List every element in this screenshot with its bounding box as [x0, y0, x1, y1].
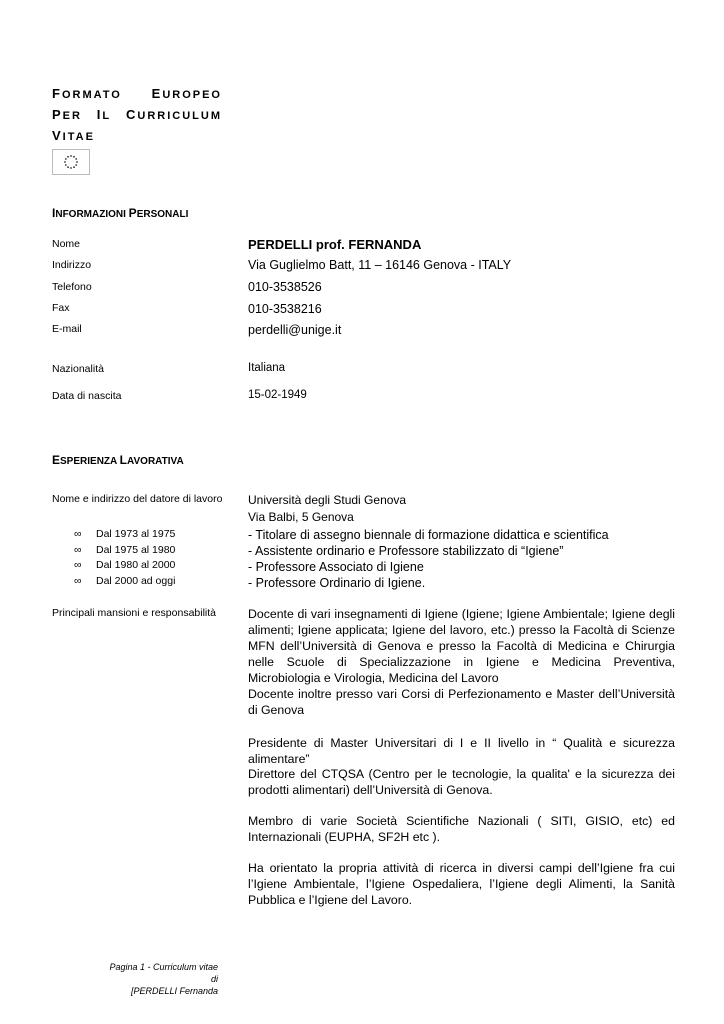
title-word-formato: FORMATO	[52, 86, 122, 101]
period-label: Dal 1980 al 2000	[96, 559, 176, 571]
title-word-per: PER	[52, 107, 82, 122]
paragraph-societies: Membro di varie Società Scientifiche Nazionali ( SITI, GISIO, etc) ed Internazionali (EUPHA, SF2H etc ).	[248, 814, 675, 844]
period-label: Dal 2000 ad oggi	[96, 574, 176, 587]
footer-line-1: Pagina 1 - Curriculum vitae di	[109, 962, 218, 984]
footer-line-2: [PERDELLI Fernanda	[130, 986, 218, 996]
role-item: - Assistente ordinario e Professore stabilizzato di “Igiene”	[248, 544, 564, 558]
bullet-icon: ∞	[74, 528, 82, 540]
role-item: - Professore Ordinario di Igiene.	[248, 576, 426, 590]
list-item	[74, 558, 175, 574]
paragraph-ctqsa: Direttore del CTQSA (Centro per le tecnologie, la qualita' e la sicurezza dei prodotti alimentari) dell’Università di Genova.	[248, 767, 675, 797]
label-duties: Principali mansioni e responsabilità	[52, 607, 217, 619]
title-line-1	[52, 84, 222, 105]
value-fax: 010-3538216	[248, 302, 322, 316]
value-nome: PERDELLI prof. FERNANDA	[248, 237, 422, 252]
title-word-europeo: EUROPEO	[151, 86, 222, 101]
value-nazionalita: Italiana	[248, 362, 286, 374]
label-fax: Fax	[52, 302, 70, 314]
title-word-curriculum: CURRICULUM	[126, 107, 222, 122]
page-footer	[100, 961, 218, 997]
label-employer: Nome e indirizzo del datore di lavoro	[52, 493, 223, 505]
section-heading-work: ESPERIENZA LAVORATIVA	[52, 453, 184, 467]
paragraph-teaching: Docente di vari insegnamenti di Igiene (Igiene; Igiene Ambientale; Igiene degli alimenti; Igiene applicata; Igiene del lavoro, etc.) presso la Facoltà di Scienze MFN dell’Università di Genova e presso la Facoltà di Medicina e Chirurgia nelle Scuole di Specializzazione in Igiene e Medicina Preventiva, Microbiologia e Virologia, Medicina del Lavoro	[248, 607, 675, 685]
bullet-icon: ∞	[74, 574, 82, 587]
role-item: - Professore Associato di Igiene	[248, 560, 424, 574]
title-word-il: IL	[96, 107, 112, 122]
label-telefono: Telefono	[52, 281, 92, 293]
label-email: E-mail	[52, 323, 82, 335]
paragraph-master: Presidente di Master Universitari di I e II livello in “ Qualità e sicurezza alimentare”	[248, 736, 675, 766]
value-employer-address: Via Balbi, 5 Genova	[248, 510, 354, 524]
bullet-icon: ∞	[74, 559, 82, 571]
list-item	[74, 527, 175, 543]
paragraph-teaching-extra: Docente inoltre presso vari Corsi di Perfezionamento e Master dell’Università di Genova	[248, 687, 675, 717]
period-label: Dal 1975 al 1980	[96, 543, 176, 556]
role-list	[248, 527, 678, 591]
value-data-nascita: 15-02-1949	[248, 389, 307, 401]
document-title	[52, 84, 222, 147]
value-telefono: 010-3538526	[248, 280, 322, 294]
value-indirizzo: Via Guglielmo Batt, 11 – 16146 Genova - ITALY	[248, 258, 512, 272]
label-nome: Nome	[52, 238, 81, 250]
paragraph-research: Ha orientato la propria attività di ricerca in diversi campi dell’Igiene fra cui l’Igiene Ambientale, l’Igiene Ospedaliera, l’Igiene degli Alimenti, la Sanità Pubblica e l’Igiene del Lavoro.	[248, 861, 675, 907]
title-line-2	[52, 105, 222, 126]
value-employer-name: Università degli Studi Genova	[248, 493, 407, 507]
value-email: perdelli@unige.it	[248, 323, 342, 337]
eu-flag-icon	[52, 149, 90, 175]
list-item	[74, 574, 175, 590]
title-line-3	[52, 126, 222, 147]
label-data-nascita: Data di nascita	[52, 390, 122, 402]
section-heading-personal: INFORMAZIONI PERSONALI	[52, 206, 189, 220]
bullet-icon: ∞	[74, 543, 82, 556]
role-item: - Titolare di assegno biennale di formazione didattica e scientifica	[248, 528, 609, 542]
label-indirizzo: Indirizzo	[52, 259, 92, 271]
label-nazionalita: Nazionalità	[52, 363, 104, 375]
period-list	[74, 527, 175, 589]
list-item	[74, 543, 175, 559]
period-label: Dal 1973 al 1975	[96, 528, 176, 540]
title-word-vitae: VITAE	[52, 128, 95, 143]
eu-stars-circle	[53, 150, 89, 174]
